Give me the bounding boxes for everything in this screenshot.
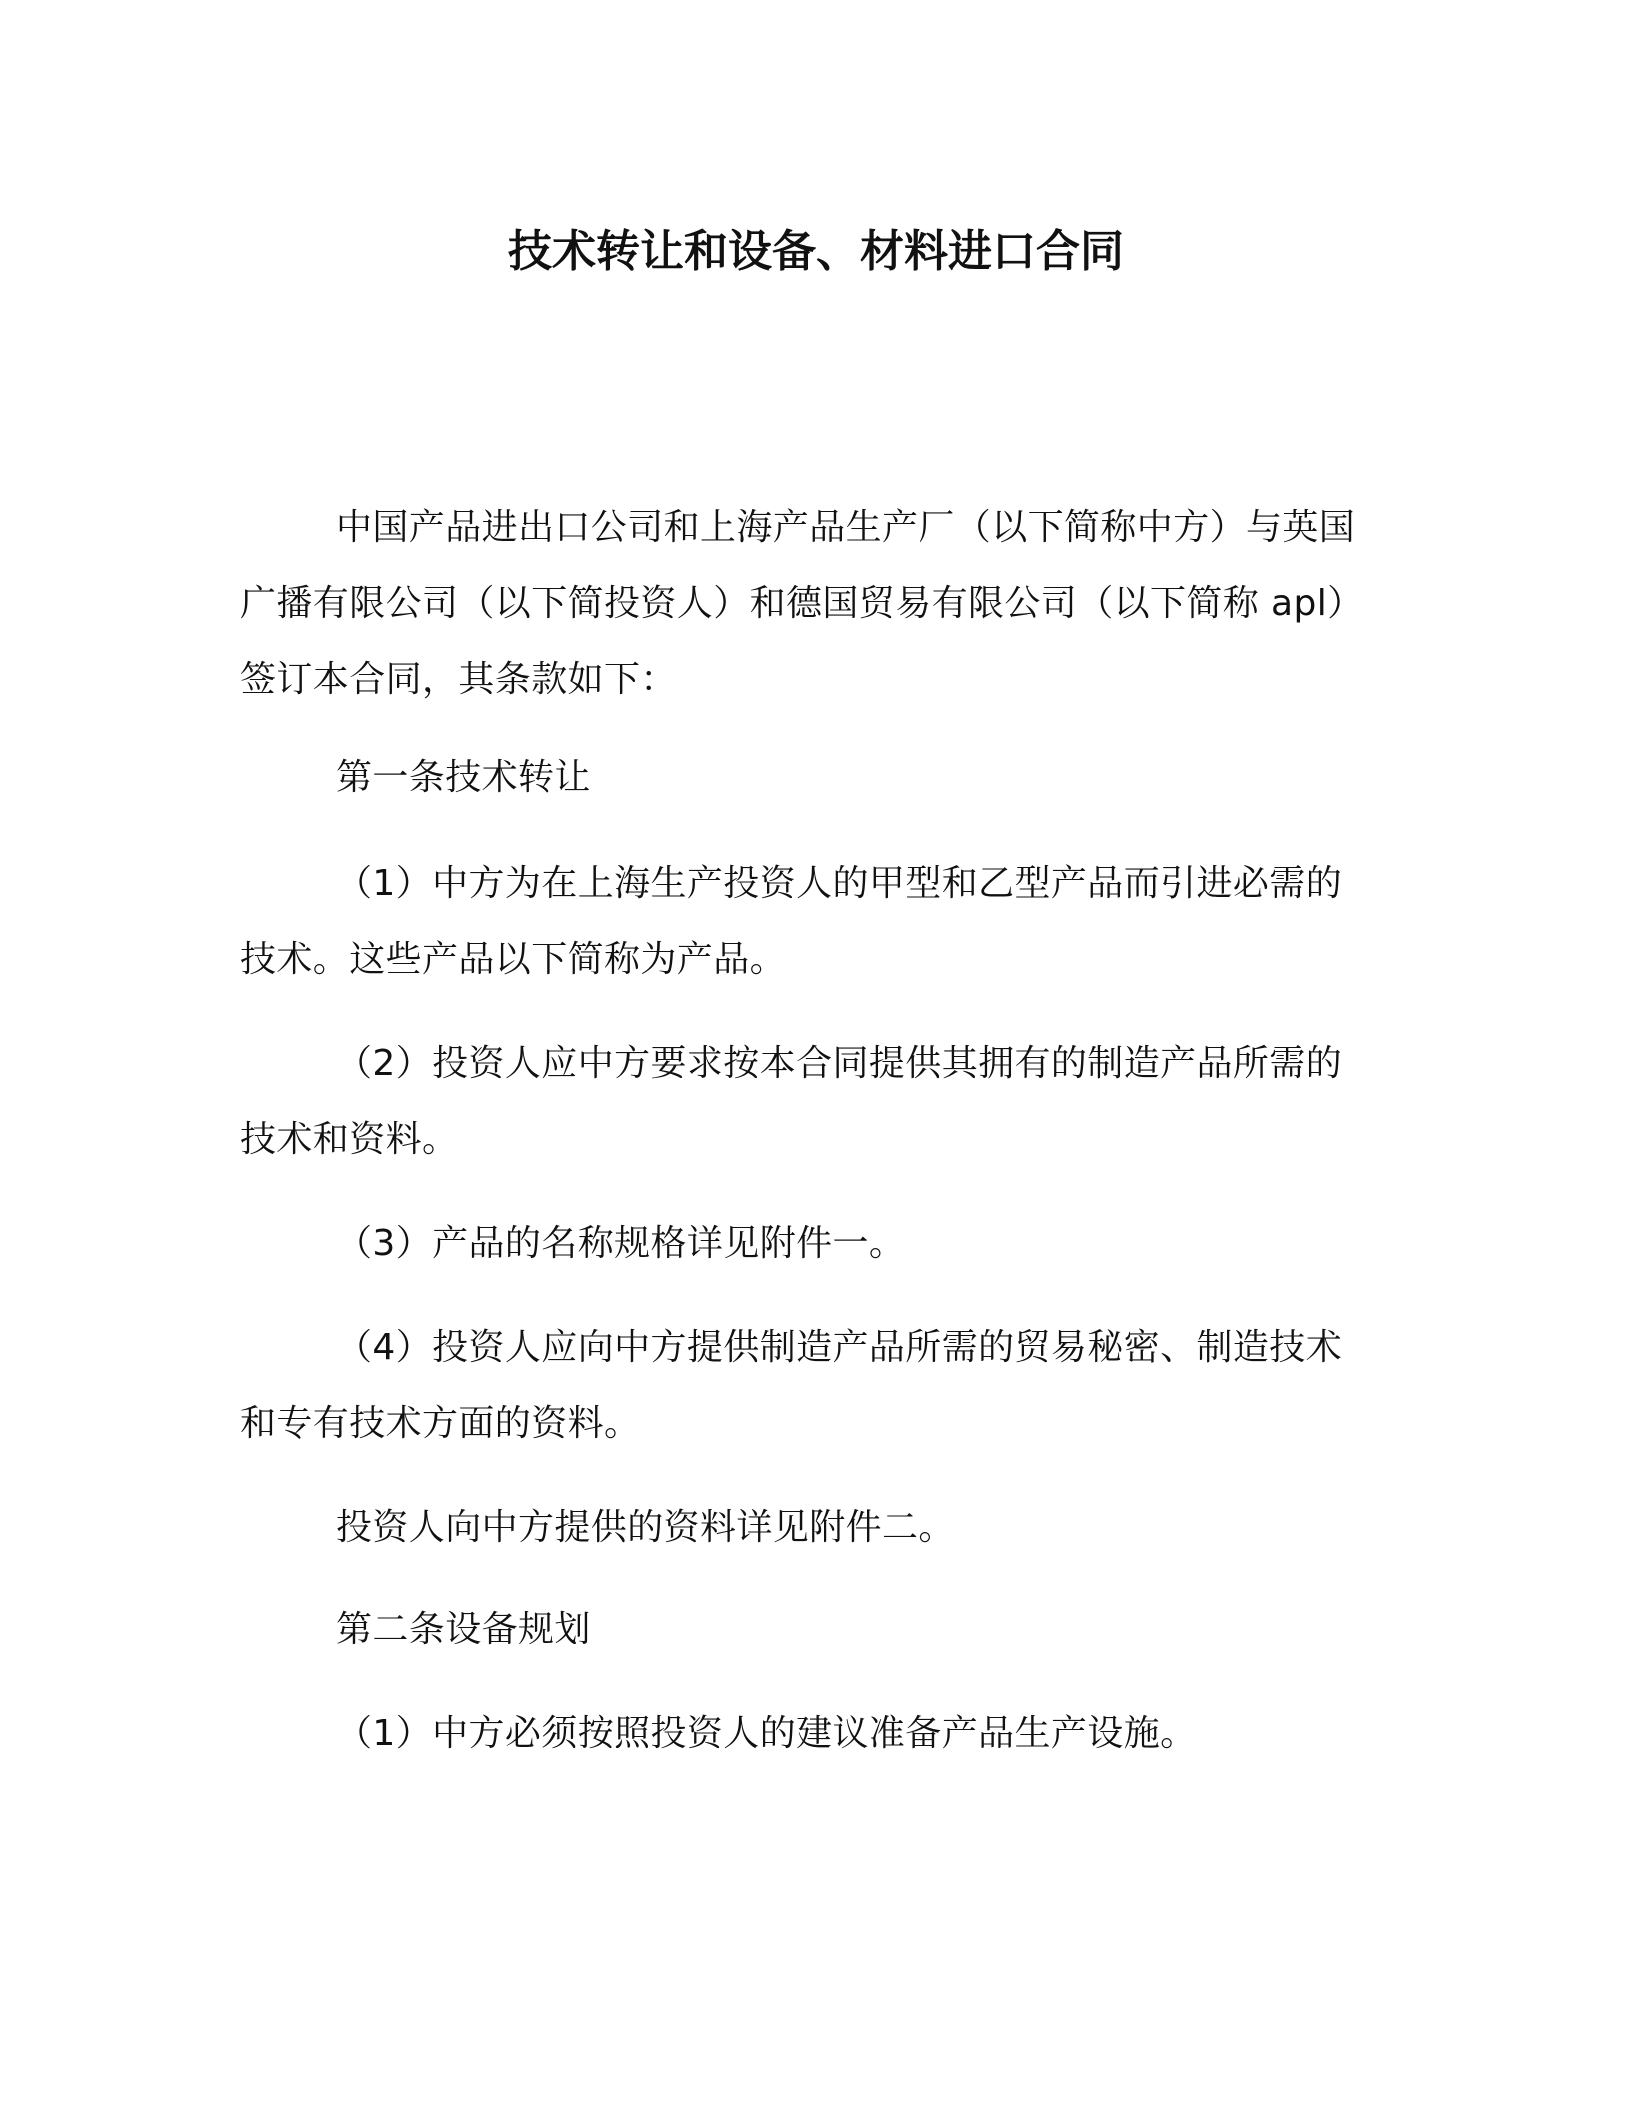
article-1-item-2: （2）投资人应中方要求按本合同提供其拥有的制造产品所需的技术和资料。 (240, 1043, 1343, 1160)
article-1-item-3: （3）产品的名称规格详见附件一。 (336, 1223, 906, 1264)
article-1-title: 技术转让 (445, 757, 591, 798)
article-1-heading (240, 740, 1370, 816)
article-1-note: 投资人向中方提供的资料详见附件二。 (336, 1507, 955, 1548)
article-2-heading (240, 1592, 1370, 1668)
article-1-item-1: （1）中方为在上海生产投资人的甲型和乙型产品而引进必需的技术。这些产品以下简称为产品。 (240, 863, 1343, 980)
article-1-item-4: （4）投资人应向中方提供制造产品所需的贸易秘密、制造技术和专有技术方面的资料。 (240, 1327, 1343, 1444)
article-2-title: 设备规划 (445, 1609, 591, 1650)
document-title: 技术转让和设备、材料进口合同 (508, 226, 1124, 277)
article-2-number: 第二条 (336, 1609, 446, 1650)
article-2-item-1: （1）中方必须按照投资人的建议准备产品生产设施。 (336, 1713, 1197, 1754)
article-1-number: 第一条 (336, 757, 446, 798)
intro-paragraph: 中国产品进出口公司和上海产品生产厂（以下简称中方）与英国广播有限公司（以下简投资人）和德国贸易有限公司（以下简称 apl）签订本合同，其条款如下： (240, 507, 1364, 700)
